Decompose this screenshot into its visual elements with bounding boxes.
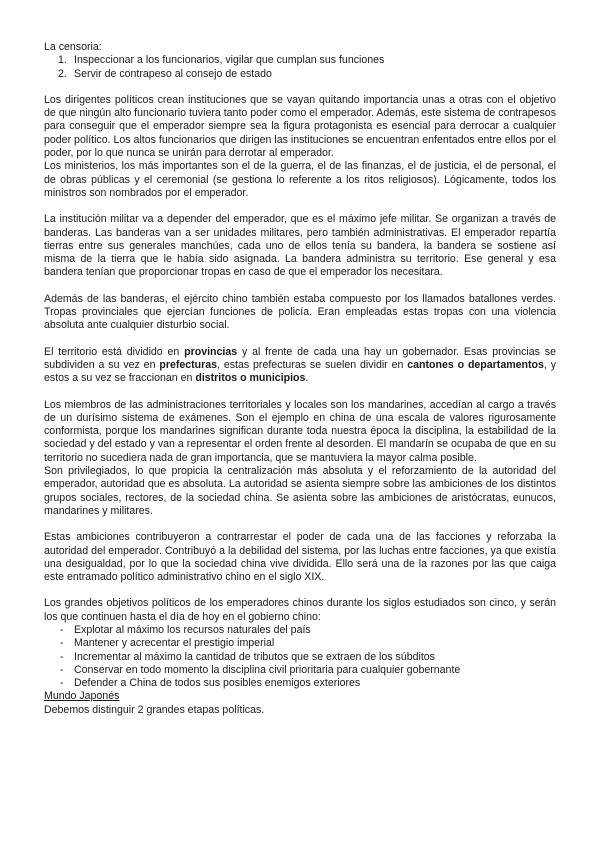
section-heading-mundo-japones: Mundo Japonés (44, 690, 120, 703)
objetivos-list (44, 624, 556, 690)
document-page (44, 41, 556, 717)
list-item: - Defender a China de todos sus posibles enemigos exteriores (60, 677, 361, 690)
paragraph-privilegiados: Son privilegiados, lo que propicia la centralización más absoluta y el reforzamiento de la autoridad del emperador, autoridad que es absoluta. La autoridad se asienta siempre sobre las ambiciones de los distintos grupos sociales, rectores, de la sociedad china. Se asienta sobre las ambiciones de aristócratas, eunucos, mandarines y militares. (44, 465, 556, 517)
paragraph-ambiciones: Estas ambiciones contribuyeron a contrarrestar el poder de cada una de las facciones y reforzaba la autoridad del emperador. Contribuyó a la debilidad del sistema, por las luchas entre facciones, ya que existía una desigualdad, por lo que la sociedad china vive dividida. Ello será una de la razones por las que caiga este entramado político administrativo chino en el siglo XIX. (44, 531, 556, 584)
term-prefecturas: prefecturas (159, 358, 218, 371)
paragraph-mandarines: Los miembros de las administraciones territoriales y locales son los mandarines, accedían al cargo a través de un durísimo sistema de exámenes. Son el ejemplo en china de una escala de valores rigurosamente conformista, porque los mandarines significan durante toda nuestra época la disciplina, la estabilidad de la sociedad y del estado y van a representar el orden frente al desorden. El mandarín se ocupaba de que en su territorio no sucediera nada de gran importancia, que se mantuviera la mayor calma posible. (44, 398, 556, 464)
paragraph-ministerios: Los ministerios, los más importantes son el de la guerra, el de las finanzas, el de justicia, el de personal, el de obras públicas y el ceremonial (se gestiona lo referente a los ritos religiosos). Lógicamente, todos los ministros son nombrados por el emperador. (44, 160, 556, 199)
list-item: 1. Inspeccionar a los funcionarios, vigilar que cumplan sus funciones (58, 54, 385, 67)
list-item: - Mantener y acrecentar el prestigio imperial (60, 637, 275, 650)
term-cantones: cantones o departamentos (407, 358, 544, 371)
paragraph-dirigentes: Los dirigentes políticos crean instituciones que se vayan quitando importancia unas a otras con el objetivo de que ningún alto funcionario tuviera tanto poder como el emperador. Además, este sistema de contrapesos para conseguir que el emperador siempre sea la figura protagonista es esencial para derrocar a cualquier poder político. Los altos funcionarios que dirigen las instituciones se encuentran enfentados entre ellos por el poder, por lo que nunca se unirán para derrotar al emperador. (44, 93, 556, 160)
paragraph-etapas: Debemos distinguir 2 grandes etapas políticas. (44, 703, 265, 716)
paragraph-banderas: Además de las banderas, el ejército chino también estaba compuesto por los llamados batallones verdes. Tropas provinciales que ejercían funciones de policía. Eran empleadas estas tropas con una violencia absoluta ante cualquier disturbio social. (44, 292, 556, 332)
term-distritos: distritos o municipios (195, 372, 306, 385)
list-item: - Explotar al máximo los recursos naturales del país (60, 623, 311, 636)
list-item: - Incrementar al máximo la cantidad de tributos que se extraen de los súbditos (60, 650, 435, 663)
list-item: - Conservar en todo momento la disciplina civil prioritaria para cualquier gobernante (60, 663, 461, 676)
censoria-heading: La censoria: (44, 41, 102, 53)
term-provincias: provincias (184, 345, 238, 358)
paragraph-institucion-militar: La institución militar va a depender del emperador, que es el máximo jefe militar. Se organizan a través de banderas. Las banderas van a ser unidades militares, pero también administrativas. El emperador repartía tierras entre sus generales manchúes, cada uno de ellos tenía su bandera, la bandera se sostiene así misma de la tierra que le había sido asignada. La bandera administra su territorio. Ese general y esa bandera tenían que proporcionar tropas en caso de que el emperador los necesitara. (44, 213, 556, 279)
censoria-list (44, 54, 556, 81)
paragraph-objetivos: Los grandes objetivos políticos de los emperadores chinos durante los siglos estudiados son cinco, y serán los que continuen hasta el día de hoy en el gobierno chino: (44, 597, 556, 623)
list-item: 2. Servir de contrapeso al consejo de estado (58, 67, 272, 80)
paragraph-territorio: El territorio está dividido en provincias y al frente de cada una hay un gobernador. Esas provincias se subdividen a su vez en prefecturas, estas prefecturas se suelen dividir en cantones o departamentos, y estos a su vez se fraccionan en distritos o municipios. (44, 345, 556, 385)
